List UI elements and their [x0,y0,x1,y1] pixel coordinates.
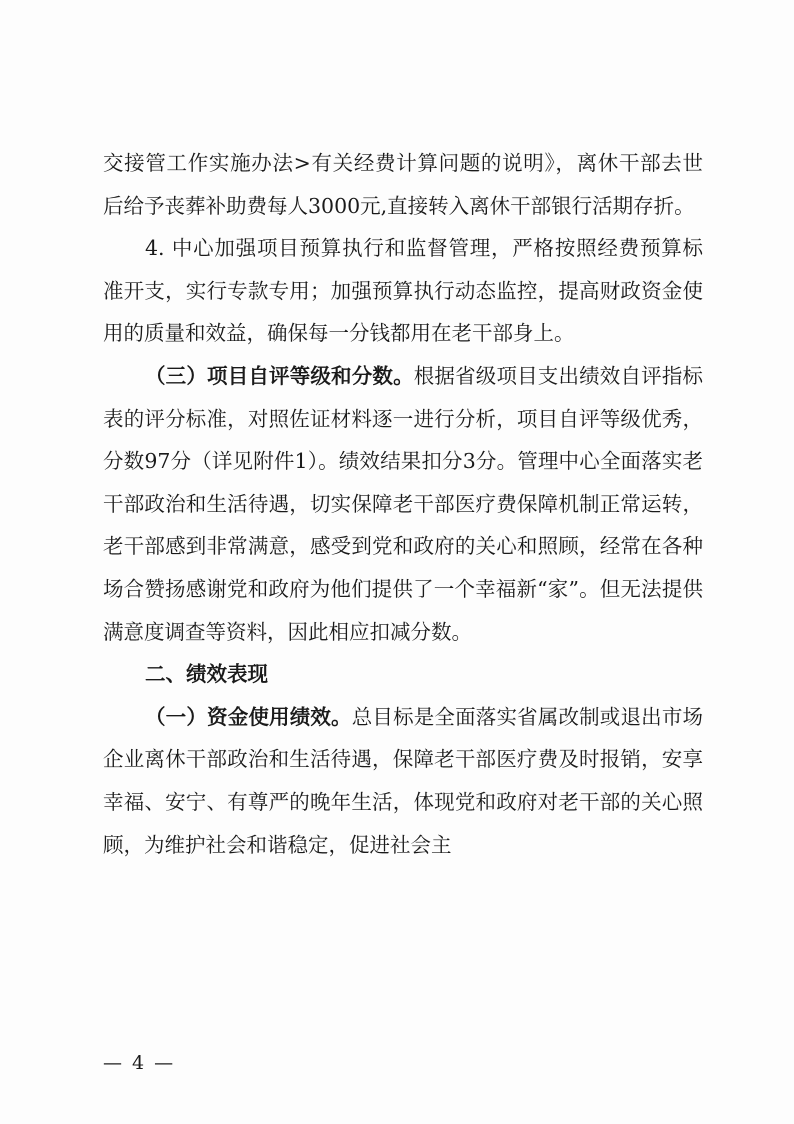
paragraph-continuation [103,142,703,227]
page-number: — 4 — [103,1052,176,1074]
paragraph-body: 总目标是全面落实省属改制或退出市场企业离休干部政治和生活待遇，保障老干部医疗费及时报销，安享幸福、安宁、有尊严的晚年生活，体现党和政府对老干部的关心照顾，为维护社会和谐稳定，促进社会主 [103,704,704,857]
paragraph-text [103,696,703,866]
section-heading-block [103,653,703,696]
paragraph-lead: （三）项目自评等级和分数。 [145,363,414,388]
paragraph-item-4 [103,227,703,355]
paragraph-self-evaluation [103,355,703,653]
paragraph-body: 根据省级项目支出绩效自评指标表的评分标准，对照佐证材料逐一进行分析，项目自评等级优秀，分数97分（详见附件1）。绩效结果扣分3分。管理中心全面落实老干部政治和生活待遇，切实保障老干部医疗费保障机制正常运转，老干部感到非常满意，感受到党和政府的关心和照顾，经常在各种场合赞扬感谢党和政府为他们提供了一个幸福新“家”。但无法提供满意度调查等资料，因此相应扣减分数。 [103,363,703,644]
document-body [103,142,703,866]
paragraph-text [103,355,703,653]
paragraph-fund-performance [103,696,703,866]
section-heading: 二、绩效表现 [145,662,268,687]
paragraph-text: 交接管工作实施办法>有关经费计算问题的说明》，离休干部去世后给予丧葬补助费每人3000元,直接转入离休干部银行活期存折。 [103,151,703,218]
paragraph-lead: （一）资金使用绩效。 [145,704,352,729]
paragraph-text: 4. 中心加强项目预算执行和监督管理，严格按照经费预算标准开支，实行专款专用；加强预算执行动态监控，提高财政资金使用的质量和效益，确保每一分钱都用在老干部身上。 [103,236,703,346]
